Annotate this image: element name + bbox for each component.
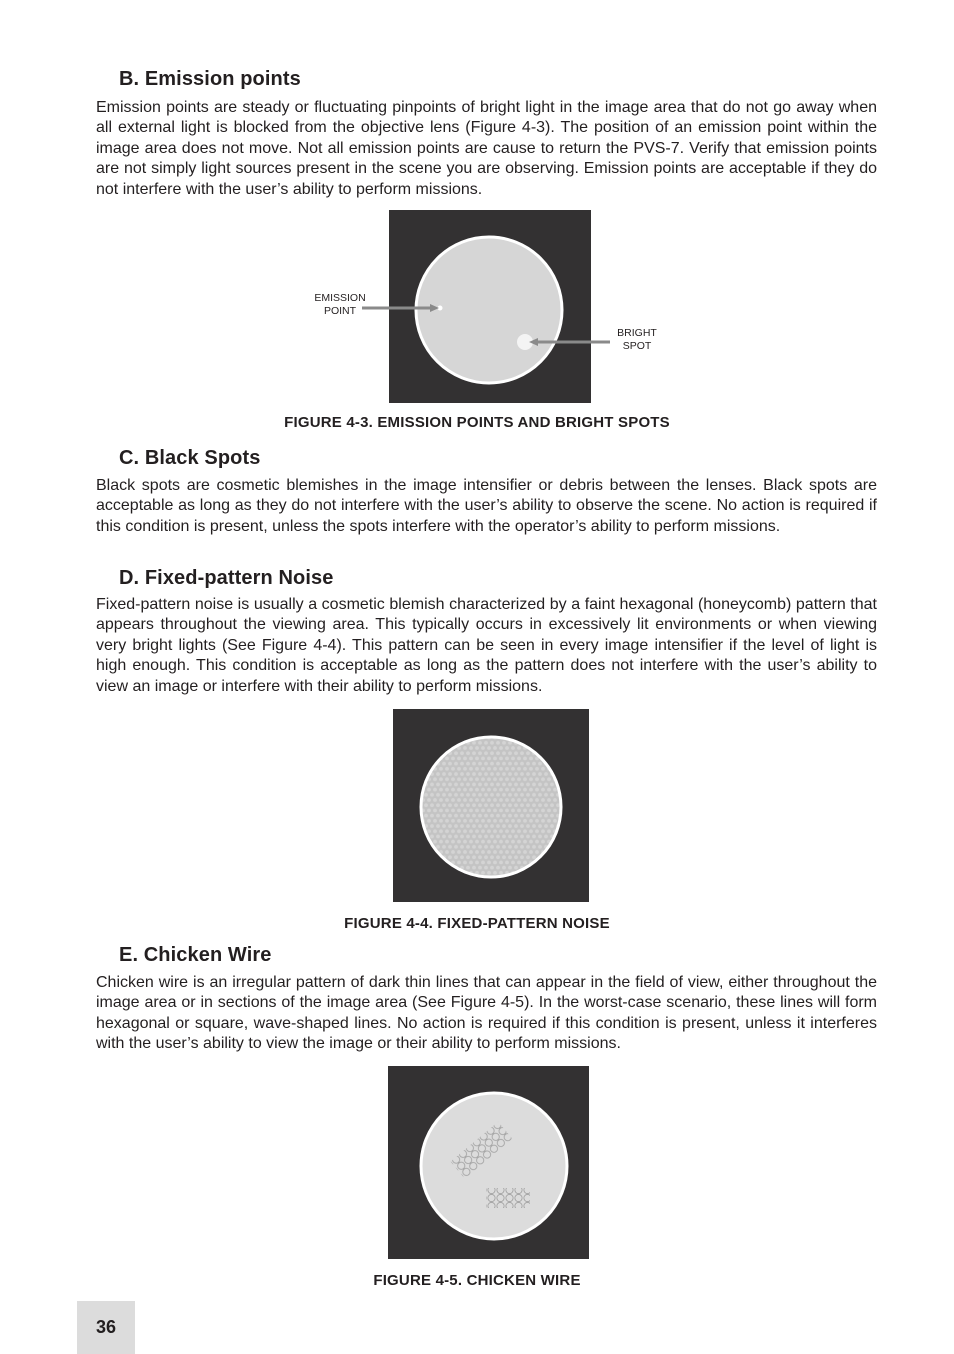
label-bright-line1: BRIGHT [617,327,657,339]
section-heading-fixed-pattern-noise: D. Fixed-pattern Noise [119,567,334,589]
lens-circle [416,237,562,383]
label-bright-spot [604,327,670,353]
fixed-pattern-noise-illustration [393,709,589,902]
chicken-wire-illustration [388,1066,589,1259]
figure-caption-4-5: FIGURE 4-5. CHICKEN WIRE [373,1272,581,1289]
paragraph-black-spots: Black spots are cosmetic blemishes in the image intensifier or debris between the lenses. Black spots are acceptable as long as they do not interfere with the user’s ability to observe the scene. No action is required if this condition is present, unless the spots interfere with the operator’s ability to perform missions. [96,477,877,535]
label-emission-line1: EMISSION [314,292,366,304]
figure-caption-4-3: FIGURE 4-3. EMISSION POINTS AND BRIGHT SPOTS [284,414,670,431]
label-emission-point [302,292,378,318]
page-number: 36 [77,1301,135,1354]
chicken-wire-patch-small [486,1188,530,1208]
honeycomb-lens [421,737,561,877]
label-emission-line2: POINT [323,305,357,317]
paragraph-emission-points: Emission points are steady or fluctuating pinpoints of bright light in the image area that do not go away when all external light is blocked from the objective lens (Figure 4-3). The position of an emission point within the image area does not move. Not all emission points are cause to return the PVS-7. Verify that emission points are not simply light sources present in the scene you are observing. Emission points are acceptable if they do not interfere with the user’s ability to perform missions. [96,99,877,198]
section-heading-emission-points: B. Emission points [119,68,301,90]
figure-caption-4-4: FIGURE 4-4. FIXED-PATTERN NOISE [344,915,610,932]
lens-circle [421,1093,567,1239]
section-heading-chicken-wire: E. Chicken Wire [119,944,272,966]
figure-emission-points [300,209,670,404]
section-heading-black-spots: C. Black Spots [119,447,261,469]
figure-fixed-pattern-noise [393,709,589,902]
label-bright-line2: SPOT [622,340,652,352]
figure-chicken-wire [388,1066,589,1259]
paragraph-chicken-wire: Chicken wire is an irregular pattern of dark thin lines that can appear in the field of view, either throughout the image area or in sections of the image area (See Figure 4-5). In the worst-case scenario, these lines will form hexagonal or square, wave-shaped lines. No action is required if this condition is present, unless it interferes with the user’s ability to view the image or their ability to perform missions. [96,974,877,1053]
paragraph-fixed-pattern-noise: Fixed-pattern noise is usually a cosmetic blemish characterized by a faint hexagonal (honeycomb) pattern that appears throughout the viewing area. This typically occurs in excessively lit environments or when viewing very bright lights (See Figure 4-4). This pattern can be seen in every image intensifier if the level of light is high enough. This condition is acceptable as long as the pattern does not interfere with the user’s ability to view an image or interfere with their ability to perform missions. [96,596,877,695]
